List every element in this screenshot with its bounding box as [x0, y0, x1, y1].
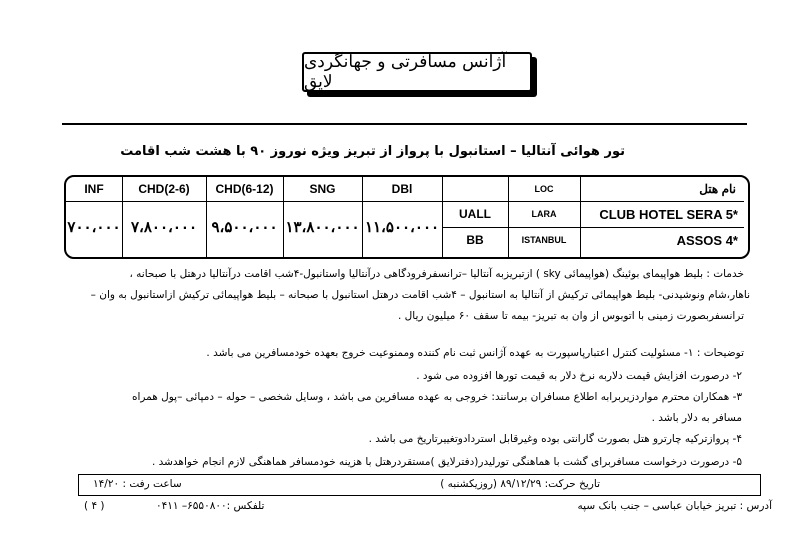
- header-inf: INF: [84, 182, 104, 196]
- header-hotel-name: نام هتل: [699, 182, 736, 196]
- price-table: [64, 175, 750, 259]
- price-chd-6-12: ۹،۵۰۰،۰۰۰: [211, 219, 278, 236]
- row1-board: UALL: [459, 207, 491, 221]
- price-dbl: ۱۱،۵۰۰،۰۰۰: [364, 219, 440, 236]
- notes-line-5: ۴- پروازترکیه چارترو هتل بصورت گارانتی بوده وغیرقابل استردادوتغییرتاریخ می باشد .: [368, 433, 742, 445]
- services-line-3: ترانسفربصورت زمینی با اتوبوس از وان به تبریز- بیمه تا سقف ۶۰ میلیون ریال .: [397, 310, 744, 322]
- header-sng: SNG: [309, 182, 336, 196]
- agency-name: آژانس مسافرتی و جهانگردی لایق: [304, 52, 507, 92]
- tour-title: تور هوائی آنتالیا – استانبول با پرواز از تبریز ویژه نوروز ۹۰ با هشت شب اقامت: [120, 144, 625, 159]
- notes-line-3: ۳- همکاران محترم مواردزیربرابه اطلاع مسافران برسانند: خروجی به عهده مسافرین می باشد ، وسایل شخصی – حوله – دمپائی –پول همراه: [131, 391, 742, 403]
- notes-line-1: توضیحات : ۱- مسئولیت کنترل اعتبارپاسپورت به عهده آژانس ثبت نام کننده وممنوعیت خروج بعهده خودمسافرین می باشد .: [206, 347, 744, 359]
- row2-board: BB: [466, 233, 484, 247]
- departure-box: [78, 474, 761, 496]
- departure-date: تاریخ حرکت: ۸۹/۱۲/۲۹ (روزیکشنبه ): [440, 478, 600, 490]
- header-board: [442, 177, 508, 201]
- agency-title-box: [302, 52, 532, 92]
- notes-line-2: ۲- درصورت افزایش قیمت دلاربه نرخ دلار به قیمت تورها افزوده می شود .: [416, 370, 742, 382]
- price-sng: ۱۳،۸۰۰،۰۰۰: [285, 219, 360, 236]
- row1-hotel-name: CLUB HOTEL SERA 5*: [599, 206, 738, 222]
- row2-location: ISTANBUL: [521, 235, 567, 245]
- services-line-1: خدمات : بلیط هواپیمای بوئینگ (هواپیمائی sky ) ازتبریزبه آنتالیا –ترانسفرفرودگاهی درآنتالیا واستانبول-۴شب اقامت درآنتالیا درهتل با صبحانه ،: [129, 268, 744, 280]
- footer-page-number: ( ۴ ): [84, 500, 105, 512]
- price-inf: ۷۰۰،۰۰۰: [67, 219, 121, 236]
- header-loc: LOC: [534, 184, 554, 194]
- notes-line-4: مسافر به دلار باشد .: [651, 412, 742, 424]
- departure-time: ساعت رفت : ۱۴/۲۰: [93, 478, 182, 490]
- header-chd-6-12: CHD(6-12): [215, 182, 274, 196]
- header-chd-2-6: CHD(2-6): [138, 182, 190, 196]
- divider-line: [62, 123, 747, 125]
- footer-address: آدرس : تبریز خیابان عباسی – جنب بانک سپه: [577, 500, 772, 512]
- price-chd-2-6: ۷،۸۰۰،۰۰۰: [130, 219, 198, 236]
- footer-phone: تلفکس :۶۵۵۰۸۰۰– ۰۴۱۱: [156, 500, 265, 512]
- notes-line-6: ۵- درصورت درخواست مسافربرای گشت با هماهنگی تورلیدر(دفترلایق )مستقردرهتل با هزینه خودمسافر هماهنگی لازم انجام خواهدشد .: [151, 456, 742, 468]
- services-line-2: ناهار،شام ونوشیدنی- بلیط هواپیمائی ترکیش از آنتالیا به استانبول – ۴شب اقامت درهتل استانبول با صبحانه – بلیط هواپیمائی ترکیش ازاستانبول به وان –: [90, 289, 750, 301]
- header-dbl: DBl: [391, 182, 413, 196]
- row2-hotel-name: ASSOS 4*: [676, 232, 738, 248]
- row1-location: LARA: [531, 209, 557, 219]
